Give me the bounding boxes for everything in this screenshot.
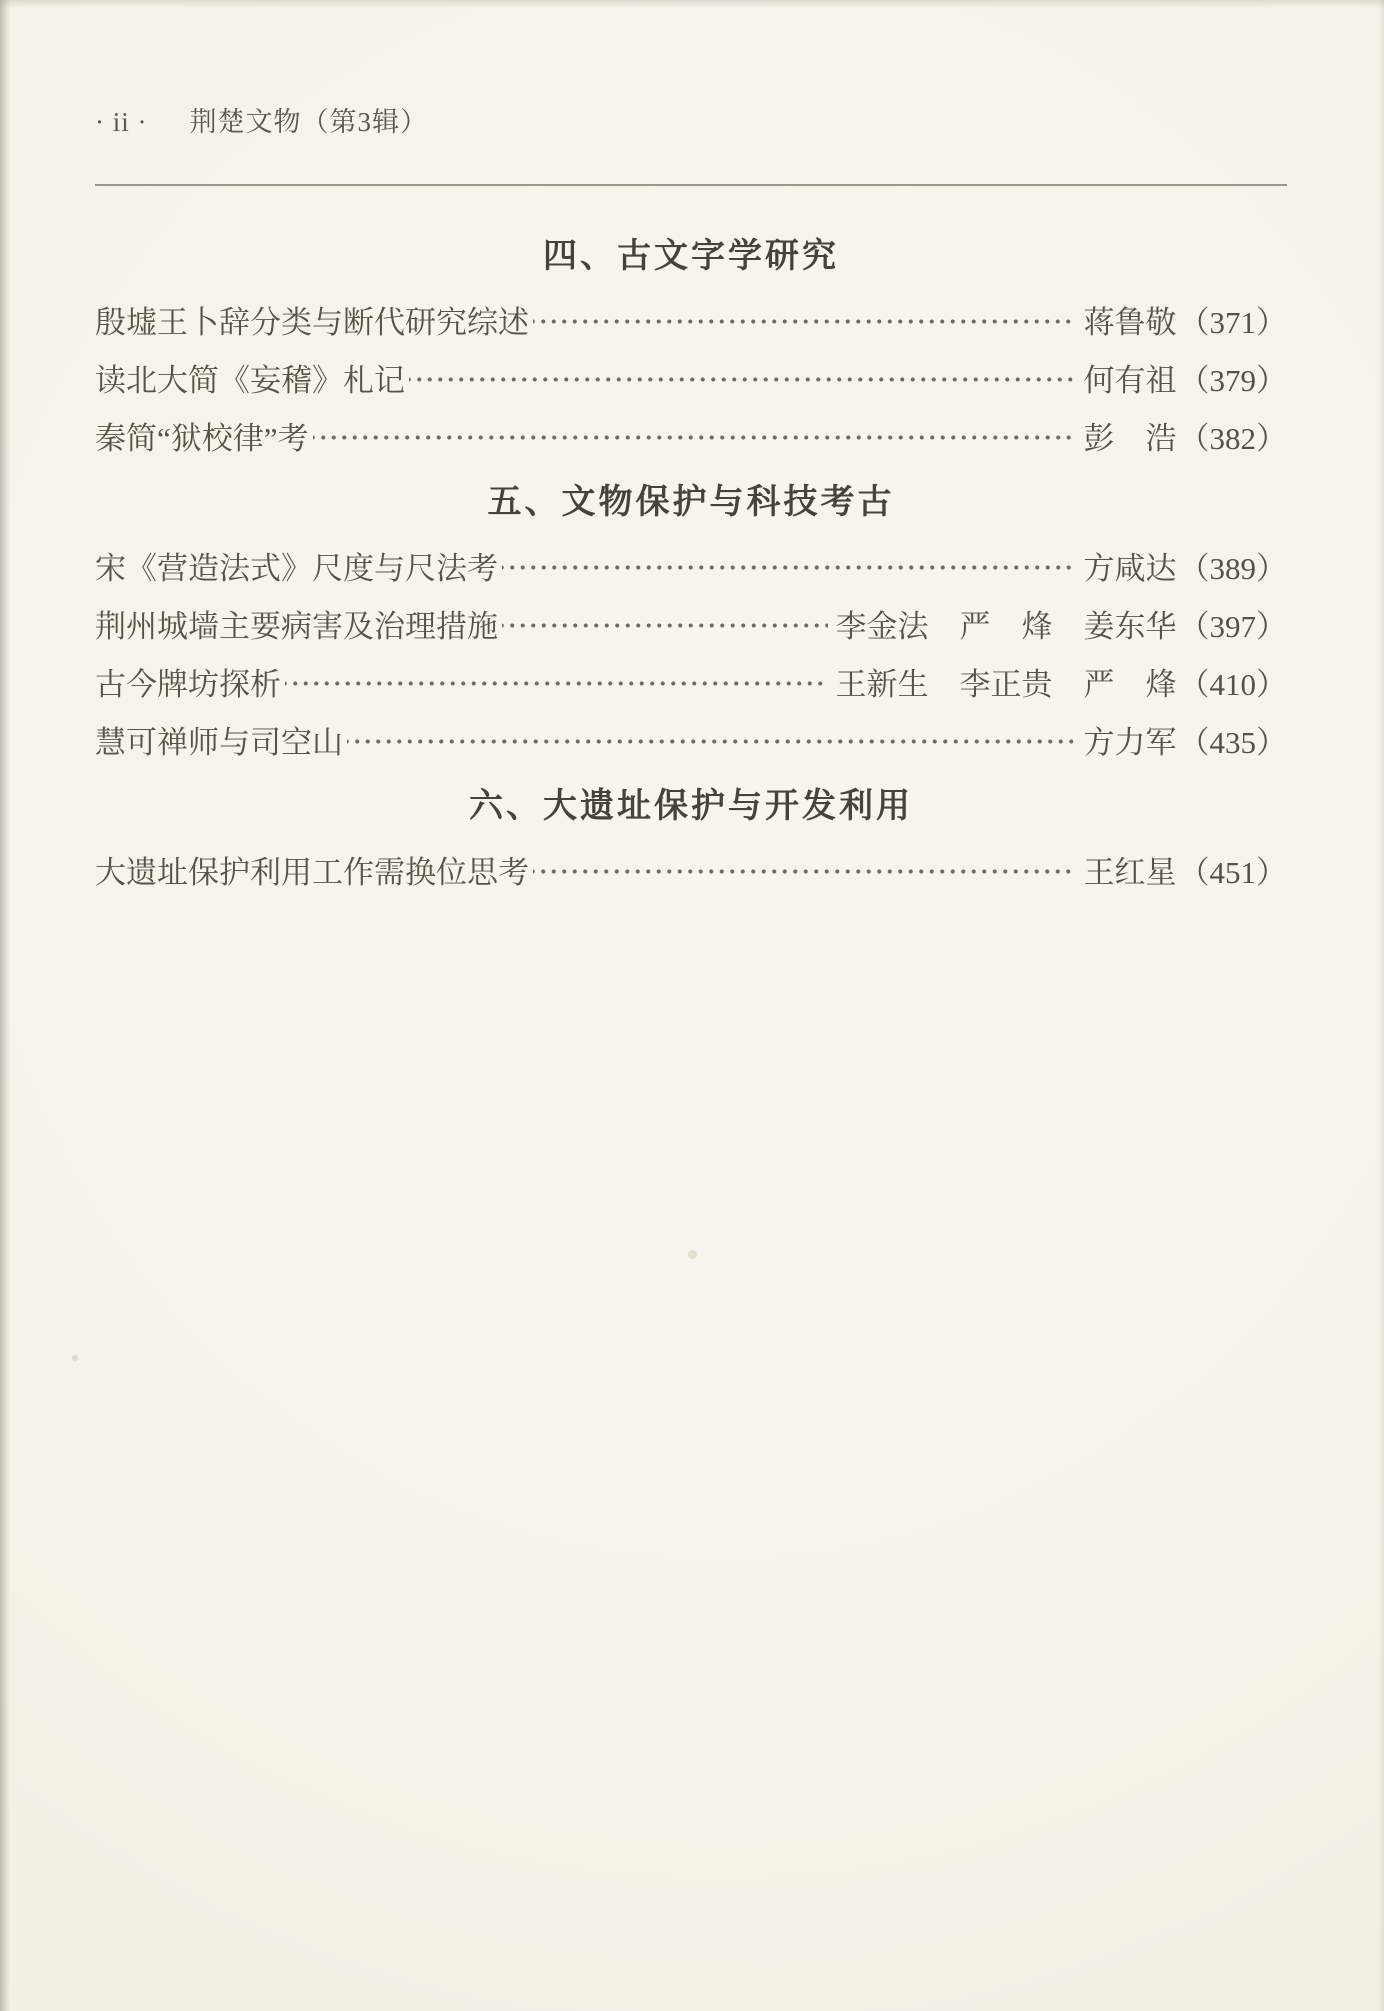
toc-page (95, 0, 1287, 898)
entry-page-number: （379） (1178, 362, 1287, 398)
section-heading: 六、大遗址保护与开发利用 (469, 787, 913, 825)
entry-title: 秦简“狱校律”考 (95, 420, 309, 456)
scan-edge-shadow-left (0, 0, 10, 2011)
entry-title: 荆州城墙主要病害及治理措施 (95, 608, 498, 644)
toc-entry (95, 536, 1287, 594)
book-title: 荆楚文物（第3辑） (189, 107, 428, 137)
section-heading: 五、文物保护与科技考古 (487, 483, 895, 521)
dot-leader (502, 563, 1076, 572)
entry-page-number: （397） (1178, 608, 1287, 644)
dot-leader (502, 621, 828, 630)
toc-entry (95, 348, 1287, 406)
entry-title: 殷墟王卜辞分类与断代研究综述 (95, 304, 529, 340)
entry-page-number: （389） (1178, 550, 1287, 586)
entry-authors: 方力军 (1083, 724, 1177, 760)
dot-leader (347, 737, 1076, 746)
scan-edge-shadow-right (1378, 0, 1384, 2011)
toc-entry (95, 290, 1287, 348)
entry-title: 古今牌坊探析 (95, 666, 281, 702)
entry-title: 大遗址保护利用工作需换位思考 (95, 854, 529, 890)
entry-authors: 王红星 (1083, 854, 1177, 890)
entry-page-number: （410） (1178, 666, 1287, 702)
toc-entry (95, 840, 1287, 898)
entry-title: 宋《营造法式》尺度与尺法考 (95, 550, 498, 586)
entry-authors: 王新生 李正贵 严 烽 (835, 666, 1177, 702)
entry-title: 慧可禅师与司空山 (95, 724, 343, 760)
entry-authors: 李金法 严 烽 姜东华 (835, 608, 1177, 644)
toc-entry (95, 710, 1287, 768)
entry-authors: 方咸达 (1083, 550, 1177, 586)
dot-leader (533, 317, 1076, 326)
page-folio: · ii · (95, 107, 148, 137)
dot-leader (285, 679, 828, 688)
dot-leader (533, 867, 1076, 876)
section-heading: 四、古文字学研究 (543, 237, 839, 275)
entry-title: 读北大简《妄稽》札记 (95, 362, 405, 398)
entry-page-number: （435） (1178, 724, 1287, 760)
header-rule (95, 184, 1287, 186)
running-header (95, 104, 1287, 140)
toc-entry (95, 594, 1287, 652)
dot-leader (313, 433, 1076, 442)
entry-authors: 蒋鲁敬 (1083, 304, 1177, 340)
entry-page-number: （371） (1178, 304, 1287, 340)
entry-authors: 彭 浩 (1083, 420, 1177, 456)
scan-speck (688, 1250, 697, 1259)
entry-page-number: （451） (1178, 854, 1287, 890)
toc-entry (95, 652, 1287, 710)
entry-page-number: （382） (1178, 420, 1287, 456)
entry-authors: 何有祖 (1083, 362, 1177, 398)
toc-entry (95, 406, 1287, 464)
scan-speck (72, 1355, 78, 1361)
dot-leader (409, 375, 1076, 384)
